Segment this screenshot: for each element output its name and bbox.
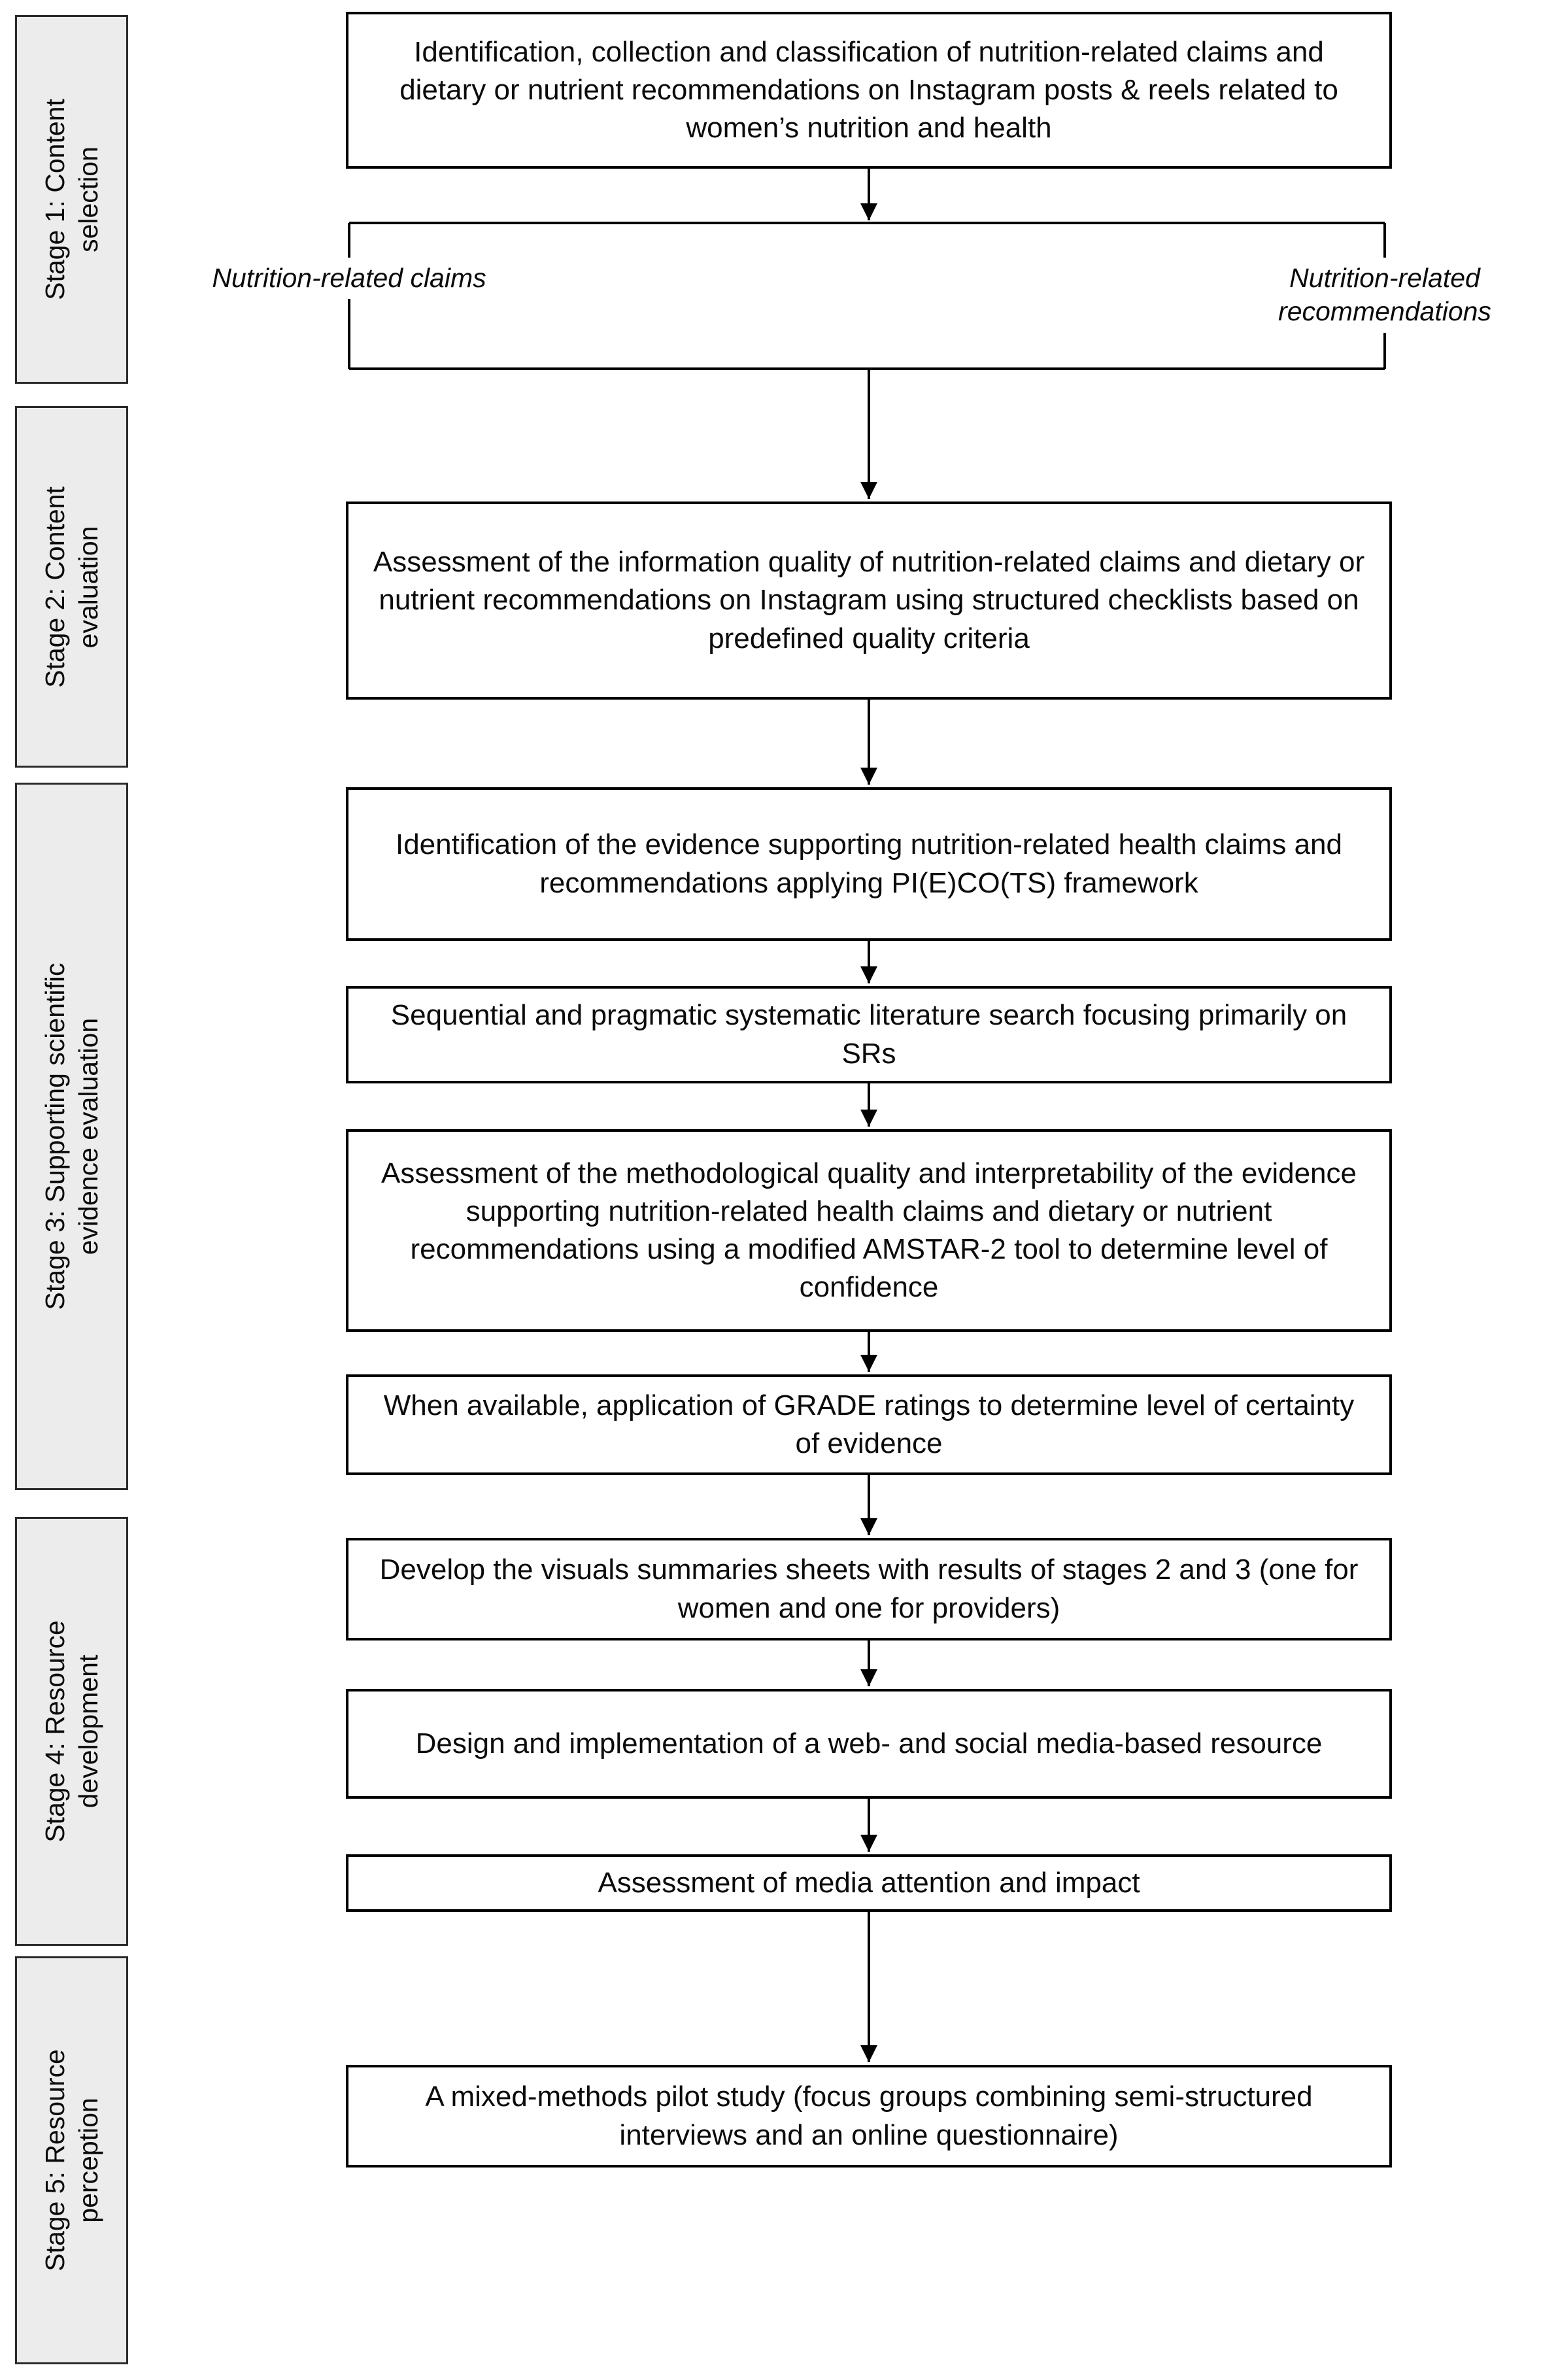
box-visual-summaries: Develop the visuals summaries sheets with results of stages 2 and 3 (one for women and one for providers) (346, 1538, 1392, 1640)
stage-1-label: Stage 1: Content selection (39, 99, 103, 300)
stage-5-resource-perception (15, 1956, 128, 2364)
stage-1-content-selection (15, 15, 128, 384)
box-media-attention-impact: Assessment of media attention and impact (346, 1854, 1392, 1912)
stage-2-label: Stage 2: Content evaluation (39, 486, 103, 688)
box-grade-ratings: When available, application of GRADE ratings to determine level of certainty of evidence (346, 1374, 1392, 1475)
branch-label-recommendations: Nutrition-related recommendations (1230, 258, 1540, 333)
stage-2-content-evaluation (15, 406, 128, 768)
box-mixed-methods-pilot-study: A mixed-methods pilot study (focus groups combining semi-structured interviews and an online questionnaire) (346, 2065, 1392, 2168)
box-information-quality-assessment: Assessment of the information quality of nutrition-related claims and dietary or nutrient recommendations on Instagram using structured checklists based on predefined quality criteria (346, 502, 1392, 700)
stage-4-label: Stage 4: Resource development (39, 1620, 103, 1843)
branch-label-claims: Nutrition-related claims (211, 258, 488, 299)
stage-3-evidence-evaluation (15, 783, 128, 1490)
stage-3-label: Stage 3: Supporting scientific evidence evaluation (39, 962, 103, 1310)
stage-5-label: Stage 5: Resource perception (39, 2049, 103, 2271)
box-systematic-literature-search: Sequential and pragmatic systematic literature search focusing primarily on SRs (346, 986, 1392, 1083)
box-identification-classification: Identification, collection and classification of nutrition-related claims and dietary or nutrient recommendations on Instagram posts & reels related to women’s nutrition and health (346, 12, 1392, 169)
box-web-social-media-resource: Design and implementation of a web- and social media-based resource (346, 1689, 1392, 1799)
box-amstar2-quality-assessment: Assessment of the methodological quality and interpretability of the evidence supporting nutrition-related health claims and dietary or nutrient recommendations using a modified AMSTAR-2 tool to determine level of confidence (346, 1129, 1392, 1332)
box-evidence-identification-pieco: Identification of the evidence supporting nutrition-related health claims and recommendations applying PI(E)CO(TS) framework (346, 787, 1392, 941)
stage-4-resource-development (15, 1517, 128, 1946)
